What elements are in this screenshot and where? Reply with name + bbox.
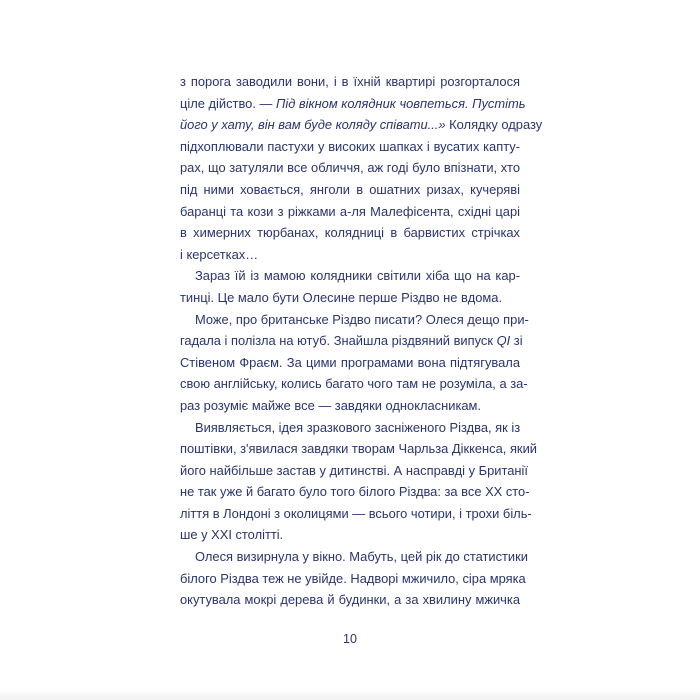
text-line: Олеся визирнула у вікно. Мабуть, цей рік до статистики — [195, 549, 528, 565]
text-line: ше у XXI столітті. — [180, 527, 284, 543]
text-line: Стівеном Фраєм. За цими програмами вона підтягувала — [180, 354, 520, 370]
text-line: Виявляється, ідея зразкового засніженого Різдва, як із — [195, 419, 521, 435]
text-line: його найбільше застав у дитинстві. А насправді у Британії — [180, 462, 528, 478]
text-line: Може, про британське Різдво писати? Олеся дещо при- — [195, 311, 529, 327]
text-run: ціле дійство. — — [180, 95, 273, 111]
page-number: 10 — [343, 632, 357, 646]
text-line — [180, 330, 523, 352]
text-line: поштівки, з'явилася завдяки творам Чарльза Діккенса, який — [180, 441, 537, 457]
page-edge-shadow — [0, 690, 700, 700]
text-line: під ними ховається, янголи в ошатних ризах, кучеряві — [180, 181, 520, 197]
italic-text: його у хату, він вам буде коляду співати...» — [180, 117, 446, 133]
text-line: рах, що затуляли все обличчя, аж годі було впізнати, хто — [180, 160, 520, 176]
text-line — [180, 114, 543, 136]
text-line: з порога заводили вони, і в їхній квартирі розгорталося — [180, 74, 520, 89]
text-line: не так уже й багато було того білого Різдва: за все XX сто- — [180, 484, 530, 500]
italic-text: QI — [496, 333, 511, 349]
italic-text: Під вікном колядник човпеться. Пустіть — [275, 95, 526, 111]
text-line: і керсетках… — [180, 246, 259, 262]
text-line: тинці. Це мало бути Олесине перше Різдво не вдома. — [180, 289, 503, 305]
text-line: раз розуміє майже все — завдяки однокласникам. — [180, 397, 481, 413]
text-run: зі — [513, 333, 523, 349]
text-line: Зараз їй із мамою колядники світили хіба що на кар- — [195, 268, 520, 284]
text-line: ліття в Лондоні з околицями — всього чотири, і трохи біль- — [180, 505, 532, 521]
text-run: гадала і полізла на ютуб. Знайшла різдвяний випуск — [180, 333, 493, 349]
text-line: білого Різдва теж не увійде. Надворі мжичило, сіра мряка — [180, 570, 526, 586]
text-line: підхоплювали пастухи у високих шапках і вусатих капту- — [180, 138, 520, 154]
text-run: Колядку одразу — [449, 117, 543, 133]
text-line — [180, 93, 526, 115]
text-line: в химерних тюрбанах, колядниці в барвистих стрічках — [180, 225, 520, 241]
text-line: свою англійську, колись багато чого там не розуміла, а за- — [180, 376, 528, 392]
text-line: баранці та кози з ріжками а-ля Малефісента, східні царі — [180, 203, 520, 219]
text-line: окутувала мокрі дерева й будинки, а за хвилину мжичка — [180, 592, 520, 608]
body-text — [180, 71, 543, 611]
